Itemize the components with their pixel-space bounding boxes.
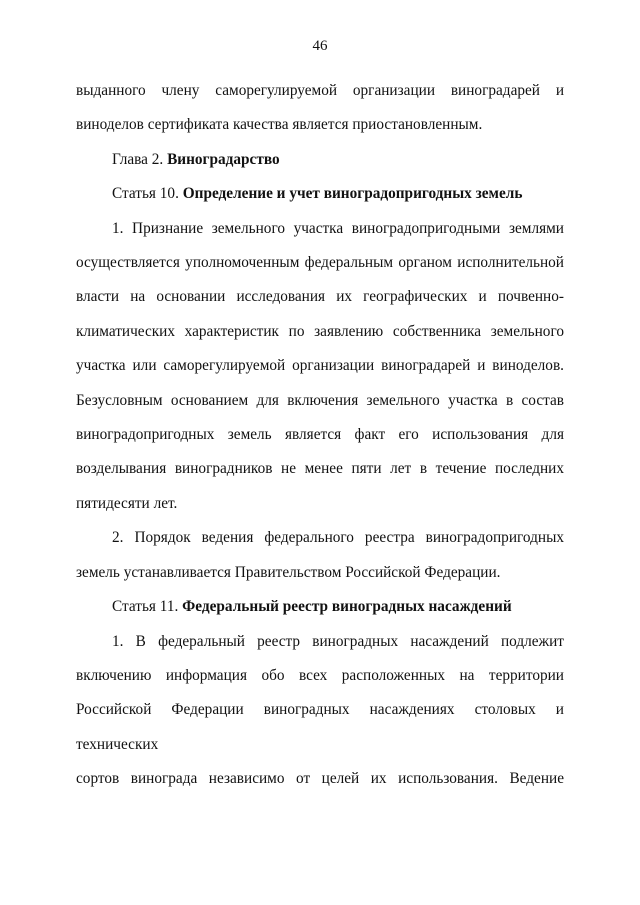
paragraph-line: возделывания виноградников не менее пяти лет в течение последних xyxy=(76,460,564,478)
paragraph-line: участка или саморегулируемой организации виноградарей и виноделов. xyxy=(76,357,564,375)
article-11-prefix: Статья 11. xyxy=(112,598,183,616)
article-10-prefix: Статья 10. xyxy=(112,185,183,203)
article-10-heading xyxy=(76,177,564,211)
paragraph-line: власти на основании исследования их географических и почвенно- xyxy=(76,288,564,306)
paragraph-line: 2. Порядок ведения федерального реестра виноградопригодных xyxy=(112,529,564,547)
chapter-title: Виноградарство xyxy=(167,150,280,168)
paragraph-line: Российской Федерации виноградных насаждениях столовых и технических xyxy=(76,701,564,753)
paragraph-line: осуществляется уполномоченным федеральным органом исполнительной xyxy=(76,254,564,272)
paragraph-line: сортов винограда независимо от целей их использования. Ведение xyxy=(76,770,564,788)
chapter-prefix: Глава 2. xyxy=(112,150,168,168)
paragraph-line: климатических характеристик по заявлению собственника земельного xyxy=(76,322,564,340)
article-11-heading xyxy=(76,590,564,624)
page-number: 46 xyxy=(312,38,328,54)
paragraph-line: Безусловным основанием для включения земельного участка в состав xyxy=(76,391,564,409)
paragraph-line: пятидесяти лет. xyxy=(76,494,178,512)
paragraph-line: выданного члену саморегулируемой организации виноградарей и xyxy=(76,82,564,99)
article-11-title: Федеральный реестр виноградных насаждений xyxy=(182,598,512,616)
paragraph-line: включению информация обо всех расположенных на территории xyxy=(76,666,564,684)
paragraph-line: 1. Признание земельного участка виноградопригодными землями xyxy=(112,219,564,237)
chapter-heading xyxy=(76,143,564,177)
document-body xyxy=(76,74,564,797)
article-10-title: Определение и учет виноградопригодных земель xyxy=(182,185,523,203)
paragraph-line: виноградопригодных земель является факт его использования для xyxy=(76,426,564,444)
paragraph-line: земель устанавливается Правительством Российской Федерации. xyxy=(76,563,501,581)
paragraph-line: 1. В федеральный реестр виноградных насаждений подлежит xyxy=(112,632,564,650)
paragraph-line: виноделов сертификата качества является приостановленным. xyxy=(76,116,483,134)
